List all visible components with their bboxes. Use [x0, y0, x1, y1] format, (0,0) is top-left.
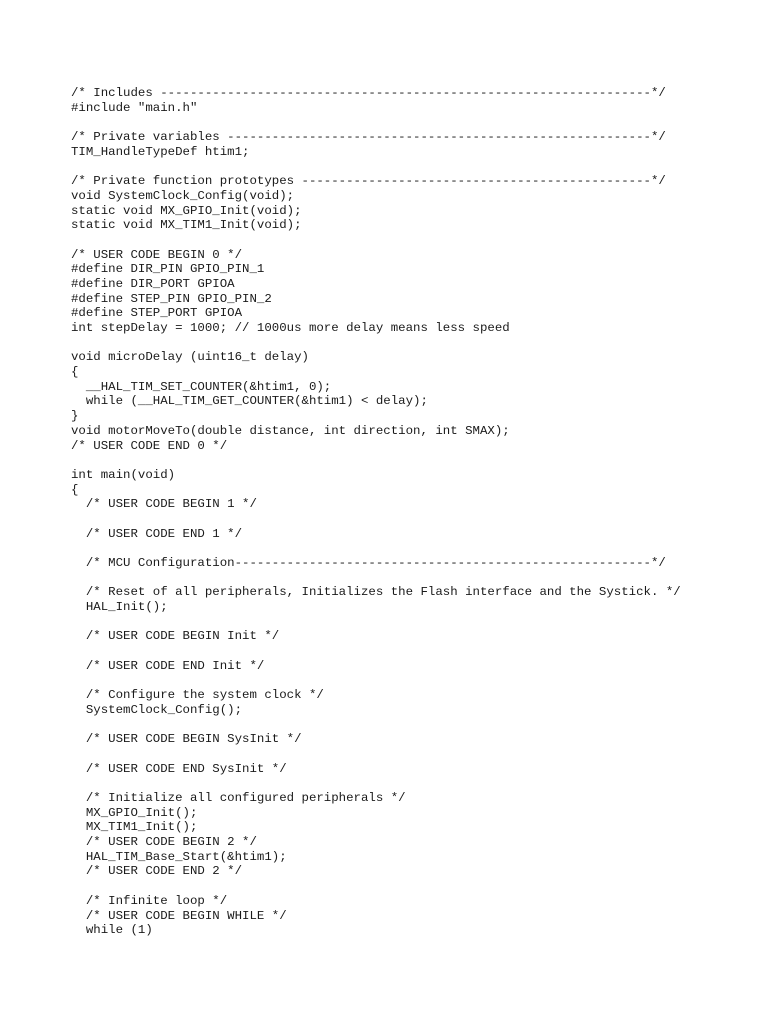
code-line: #include "main.h" [71, 100, 198, 115]
code-line: /* USER CODE END Init */ [71, 658, 265, 673]
code-line: static void MX_TIM1_Init(void); [71, 218, 302, 233]
code-line: while (1) [71, 923, 153, 938]
code-line: #define STEP_PORT GPIOA [71, 306, 243, 321]
code-line: /* Configure the system clock */ [71, 688, 324, 703]
code-line [71, 115, 681, 130]
code-line [71, 571, 681, 586]
code-line [71, 336, 681, 351]
code-line [71, 879, 681, 894]
code-listing [71, 86, 681, 938]
code-line [71, 159, 681, 174]
code-line: while (__HAL_TIM_GET_COUNTER(&htim1) < delay); [71, 394, 428, 409]
code-line: void microDelay (uint16_t delay) [71, 350, 309, 365]
code-line [71, 615, 681, 630]
code-line: { [71, 365, 79, 380]
code-line: /* USER CODE BEGIN SysInit */ [71, 732, 302, 747]
code-line [71, 644, 681, 659]
code-line: /* USER CODE BEGIN 2 */ [71, 835, 257, 850]
code-line: /* Private variables ---------------------------------------------------------*/ [71, 130, 666, 145]
code-line: /* MCU Configuration--------------------------------------------------------*/ [71, 556, 666, 570]
code-line: /* Includes ------------------------------------------------------------------*/ [71, 86, 666, 100]
code-line: #define STEP_PIN GPIO_PIN_2 [71, 291, 272, 306]
code-line: /* USER CODE BEGIN 0 */ [71, 247, 243, 262]
code-line: #define DIR_PORT GPIOA [71, 276, 235, 291]
code-line: SystemClock_Config(); [71, 702, 243, 717]
code-line: TIM_HandleTypeDef htim1; [71, 144, 250, 159]
code-line: /* USER CODE END SysInit */ [71, 761, 287, 776]
code-line: void motorMoveTo(double distance, int direction, int SMAX); [71, 423, 510, 438]
code-line: /* USER CODE END 2 */ [71, 864, 243, 879]
code-line: } [71, 409, 79, 424]
code-line: { [71, 482, 79, 497]
code-line [71, 453, 681, 468]
code-line: /* Private function prototypes -----------------------------------------------*/ [71, 174, 666, 189]
code-line: /* USER CODE END 0 */ [71, 438, 228, 453]
code-line [71, 718, 681, 733]
code-line: MX_GPIO_Init(); [71, 805, 198, 820]
code-line: HAL_TIM_Base_Start(&htim1); [71, 849, 287, 864]
code-line [71, 674, 681, 689]
code-line: static void MX_GPIO_Init(void); [71, 203, 302, 218]
code-line: /* USER CODE BEGIN WHILE */ [71, 908, 287, 923]
code-line: /* Infinite loop */ [71, 893, 228, 908]
code-line: MX_TIM1_Init(); [71, 820, 198, 835]
code-line: /* USER CODE END 1 */ [71, 526, 243, 541]
code-line: /* USER CODE BEGIN Init */ [71, 629, 280, 644]
code-line: int stepDelay = 1000; // 1000us more delay means less speed [71, 321, 510, 335]
code-line [71, 233, 681, 248]
code-line: __HAL_TIM_SET_COUNTER(&htim1, 0); [71, 379, 332, 394]
code-line [71, 512, 681, 527]
code-line: int main(void) [71, 467, 176, 482]
code-line: #define DIR_PIN GPIO_PIN_1 [71, 262, 265, 277]
code-line: /* Initialize all configured peripherals */ [71, 791, 406, 805]
code-line: void SystemClock_Config(void); [71, 188, 295, 203]
code-line: HAL_Init(); [71, 600, 168, 615]
code-line: /* Reset of all peripherals, Initializes the Flash interface and the Systick. */ [71, 585, 681, 600]
code-line [71, 747, 681, 762]
code-line [71, 541, 681, 556]
code-line: /* USER CODE BEGIN 1 */ [71, 497, 257, 512]
code-line [71, 776, 681, 791]
